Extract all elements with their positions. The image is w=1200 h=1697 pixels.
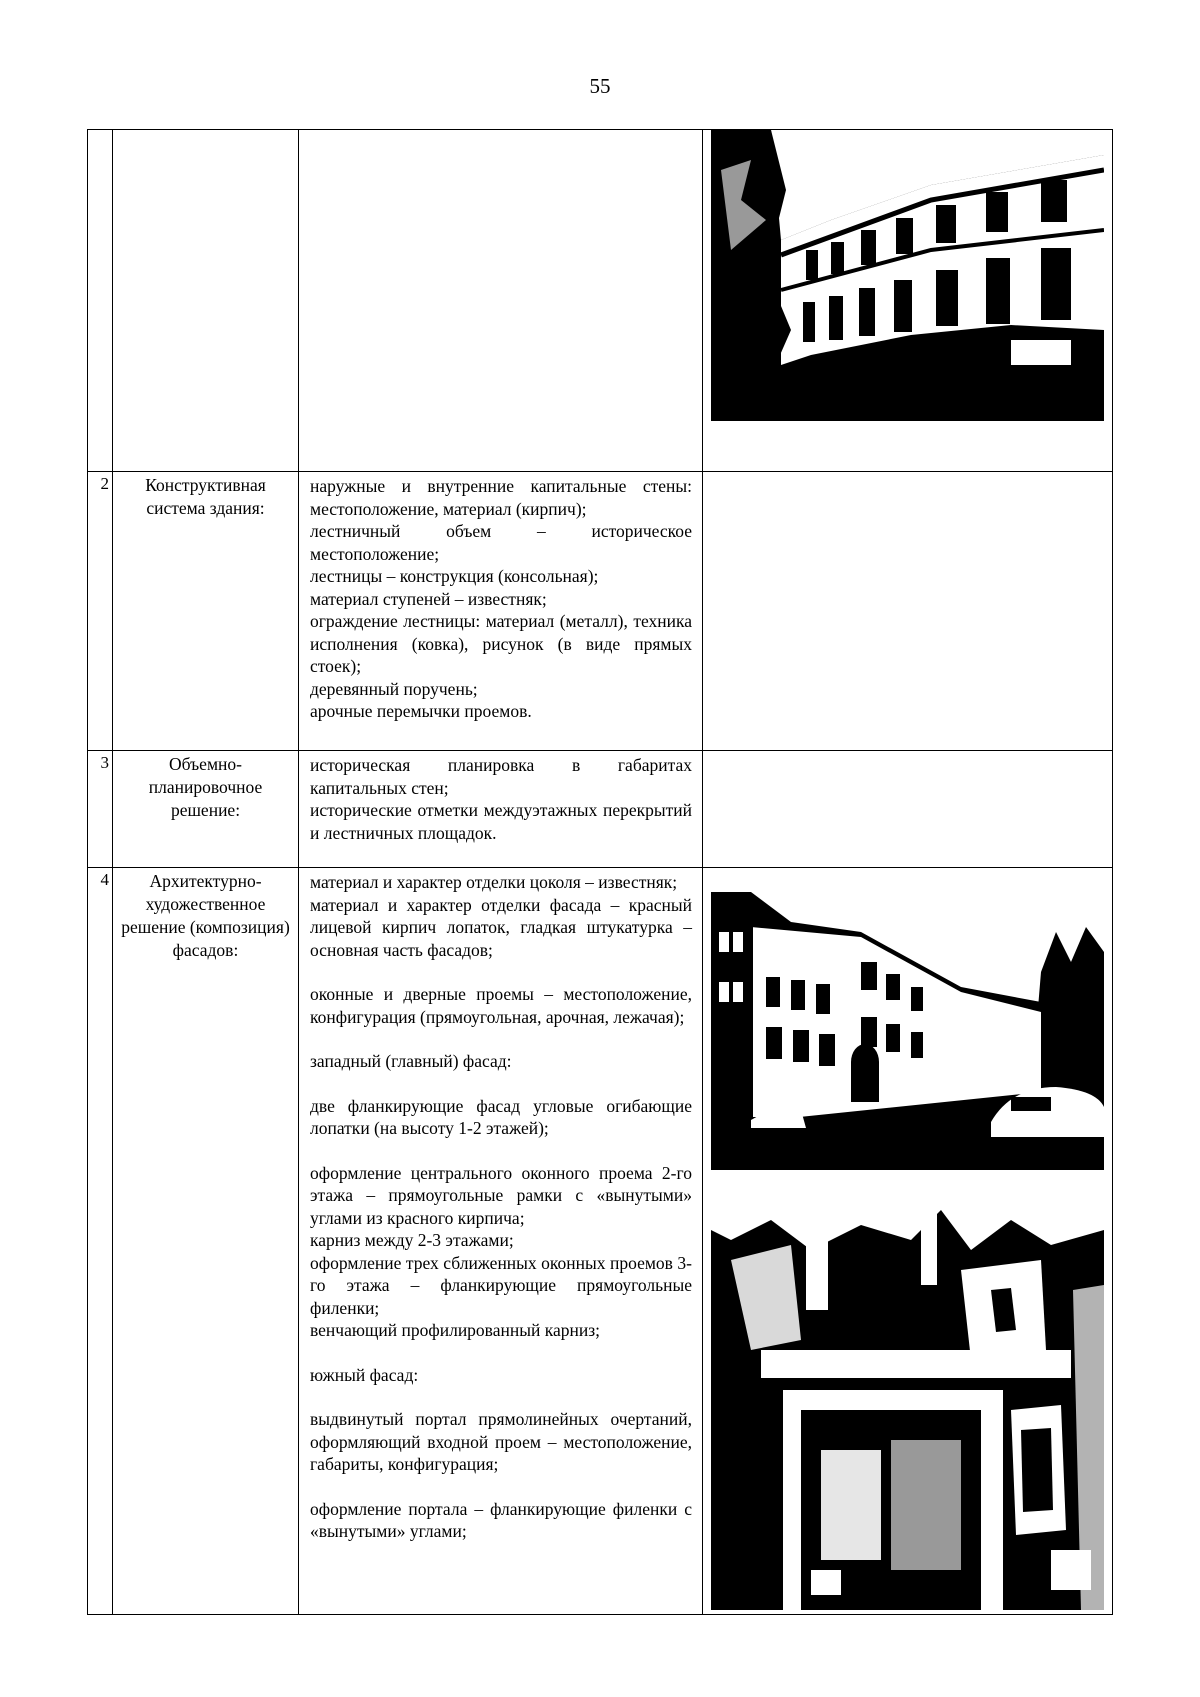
row-description [299,130,703,472]
row-number [88,130,113,472]
row-heading: Объемно-планировочное решение: [113,751,299,868]
photo-cell [703,868,1113,1615]
text-line: южный фасад: [310,1364,419,1385]
text-line: лестничный объем – историческое местоположение; [310,521,692,564]
text-line: выдвинутый портал прямолинейных очертаний, оформляющий входной проем – местоположение, габариты, конфигурация; [310,1409,692,1474]
corner-building-photo [711,892,1104,1170]
portal-closeup-photo [711,1190,1104,1610]
photo-cell [703,130,1113,472]
row-heading: Конструктивная система здания: [113,472,299,751]
empty-photo-cell [703,472,1113,751]
protected-features-table [87,129,1113,1615]
text-line: оконные и дверные проемы – местоположение, конфигурация (прямоугольная, арочная, лежачая); [310,984,692,1027]
text-line: материал и характер отделки цоколя – известняк; [310,872,678,892]
text-line: две фланкирующие фасад угловые огибающие лопатки (на высоту 1-2 этажей); [310,1095,692,1138]
building-street-photo [711,130,1104,421]
text-line: оформление портала – фланкирующие филенки с «вынутыми» углами; [310,1498,692,1541]
table-row [88,472,1113,751]
row-heading: Архитектурно-художественное решение (композиция) фасадов: [113,868,299,1615]
text-line: материал ступеней – известняк; [310,588,547,609]
table-row [88,130,1113,472]
text-line: венчающий профилированный карниз; [310,1320,600,1340]
text-line: материал и характер отделки фасада – красный лицевой кирпич лопаток, гладкая штукатурка – основная часть фасадов; [310,894,692,960]
text-line: исторические отметки междуэтажных перекрытий и лестничных площадок. [310,800,692,843]
table-row [88,868,1113,1615]
empty-photo-cell [703,751,1113,868]
row-number: 4 [88,868,113,1615]
text-line: ограждение лестницы: материал (металл), техника исполнения (ковка), рисунок (в виде прямых стоек); [310,611,692,676]
text-line: деревянный поручень; [310,678,478,699]
text-line: западный (главный) фасад: [310,1051,512,1071]
text-line: арочные перемычки проемов. [310,701,532,721]
page-number: 55 [589,74,611,98]
row-description [299,868,703,1615]
text-line: наружные и внутренние капитальные стены: местоположение, материал (кирпич); [310,476,692,519]
text-line: карниз между 2-3 этажами; [310,1230,514,1250]
row-heading [113,130,299,472]
row-number: 3 [88,751,113,868]
text-line: оформление центрального оконного проема 2-го этажа – прямоугольные рамки с «вынутыми» углами из красного кирпича; [310,1162,692,1228]
text-line: лестницы – конструкция (консольная); [310,566,599,586]
table-row [88,751,1113,868]
row-number: 2 [88,472,113,751]
text-line: историческая планировка в габаритах капитальных стен; [310,755,692,798]
row-description [299,472,703,751]
row-description [299,751,703,868]
text-line: оформление трех сближенных оконных проемов 3-го этажа – фланкирующие прямоугольные филенки; [310,1252,692,1318]
